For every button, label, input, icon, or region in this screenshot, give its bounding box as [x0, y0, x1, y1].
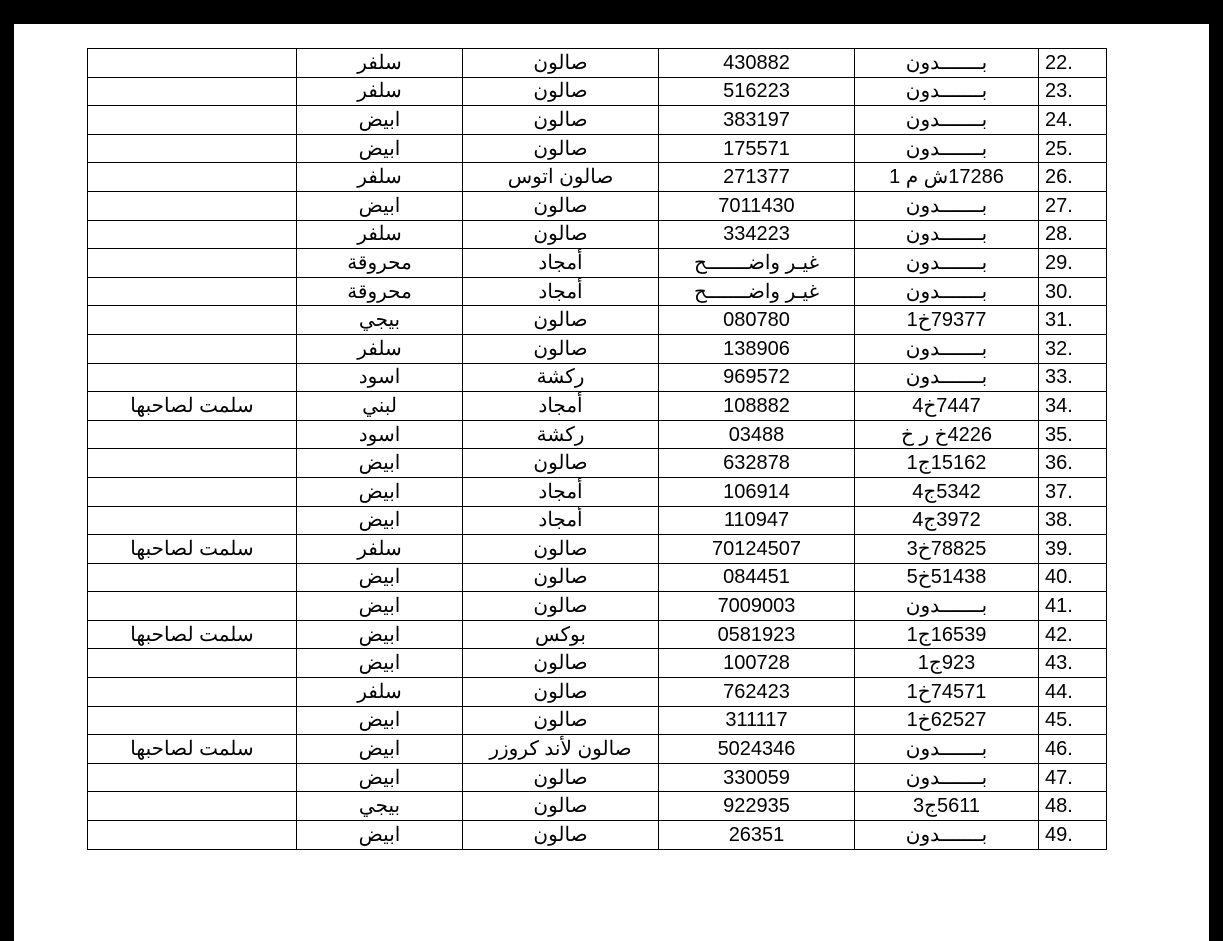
plate-number-cell: بـــــــدون — [855, 249, 1039, 278]
vehicle-type-cell: صالون — [463, 449, 659, 478]
table-row — [88, 477, 1107, 506]
row-number: 37. — [1039, 477, 1107, 506]
vehicle-records-table — [87, 48, 1107, 850]
chassis-number-cell: 100728 — [659, 649, 855, 678]
vehicle-color-cell: محروقة — [297, 277, 463, 306]
vehicle-type-cell: صالون — [463, 792, 659, 821]
vehicle-type-cell: صالون — [463, 706, 659, 735]
remarks-cell — [88, 249, 297, 278]
remarks-cell — [88, 592, 297, 621]
vehicle-color-cell: ابيض — [297, 763, 463, 792]
row-number: 40. — [1039, 563, 1107, 592]
table-row — [88, 49, 1107, 78]
table-row — [88, 506, 1107, 535]
remarks-cell — [88, 477, 297, 506]
chassis-number-cell: 7011430 — [659, 191, 855, 220]
plate-number-cell: بـــــــدون — [855, 191, 1039, 220]
plate-number-cell: 4226خ ر خ — [855, 420, 1039, 449]
table-body — [88, 49, 1107, 850]
plate-number-cell: بـــــــدون — [855, 334, 1039, 363]
plate-number-cell: 78825خ3 — [855, 535, 1039, 564]
vehicle-type-cell: صالون لأند كروزر — [463, 735, 659, 764]
vehicle-type-cell: صالون — [463, 592, 659, 621]
chassis-number-cell: 5024346 — [659, 735, 855, 764]
vehicle-type-cell: أمجاد — [463, 277, 659, 306]
row-number: 30. — [1039, 277, 1107, 306]
table-row — [88, 163, 1107, 192]
row-number: 33. — [1039, 363, 1107, 392]
plate-number-cell: 15162ج1 — [855, 449, 1039, 478]
vehicle-type-cell: صالون — [463, 334, 659, 363]
chassis-number-cell: 0581923 — [659, 620, 855, 649]
chassis-number-cell: 106914 — [659, 477, 855, 506]
vehicle-color-cell: ابيض — [297, 620, 463, 649]
remarks-cell — [88, 163, 297, 192]
plate-number-cell: بـــــــدون — [855, 821, 1039, 850]
vehicle-color-cell: لبني — [297, 392, 463, 421]
plate-number-cell: 5342ج4 — [855, 477, 1039, 506]
row-number: 32. — [1039, 334, 1107, 363]
table-row — [88, 306, 1107, 335]
vehicle-type-cell: أمجاد — [463, 249, 659, 278]
table-row — [88, 563, 1107, 592]
vehicle-type-cell: صالون — [463, 106, 659, 135]
chassis-number-cell: غيـر واضـــــــح — [659, 277, 855, 306]
chassis-number-cell: 03488 — [659, 420, 855, 449]
vehicle-color-cell: محروقة — [297, 249, 463, 278]
remarks-cell — [88, 678, 297, 707]
chassis-number-cell: 138906 — [659, 334, 855, 363]
row-number: 26. — [1039, 163, 1107, 192]
vehicle-color-cell: ابيض — [297, 706, 463, 735]
vehicle-color-cell: اسود — [297, 420, 463, 449]
table-row — [88, 620, 1107, 649]
chassis-number-cell: 430882 — [659, 49, 855, 78]
row-number: 48. — [1039, 792, 1107, 821]
remarks-cell — [88, 763, 297, 792]
row-number: 47. — [1039, 763, 1107, 792]
plate-number-cell: بـــــــدون — [855, 735, 1039, 764]
vehicle-type-cell: صالون — [463, 678, 659, 707]
remarks-cell: سلمت لصاحبها — [88, 620, 297, 649]
vehicle-type-cell: صالون — [463, 306, 659, 335]
vehicle-type-cell: صالون اتوس — [463, 163, 659, 192]
vehicle-color-cell: ابيض — [297, 449, 463, 478]
remarks-cell — [88, 506, 297, 535]
plate-number-cell: 16539ج1 — [855, 620, 1039, 649]
table-row — [88, 592, 1107, 621]
plate-number-cell: بـــــــدون — [855, 134, 1039, 163]
row-number: 28. — [1039, 220, 1107, 249]
remarks-cell — [88, 363, 297, 392]
vehicle-type-cell: صالون — [463, 563, 659, 592]
vehicle-type-cell: صالون — [463, 191, 659, 220]
chassis-number-cell: غيـر واضـــــــح — [659, 249, 855, 278]
vehicle-color-cell: ابيض — [297, 477, 463, 506]
vehicle-color-cell: سلفر — [297, 678, 463, 707]
vehicle-type-cell: صالون — [463, 49, 659, 78]
vehicle-color-cell: سلفر — [297, 77, 463, 106]
remarks-cell — [88, 49, 297, 78]
plate-number-cell: بـــــــدون — [855, 592, 1039, 621]
table-row — [88, 106, 1107, 135]
remarks-cell: سلمت لصاحبها — [88, 735, 297, 764]
plate-number-cell: بـــــــدون — [855, 277, 1039, 306]
plate-number-cell: بـــــــدون — [855, 77, 1039, 106]
vehicle-color-cell: ابيض — [297, 592, 463, 621]
vehicle-color-cell: ابيض — [297, 649, 463, 678]
remarks-cell — [88, 277, 297, 306]
table-row — [88, 134, 1107, 163]
row-number: 36. — [1039, 449, 1107, 478]
table-row — [88, 449, 1107, 478]
table-row — [88, 763, 1107, 792]
row-number: 46. — [1039, 735, 1107, 764]
vehicle-type-cell: صالون — [463, 763, 659, 792]
chassis-number-cell: 632878 — [659, 449, 855, 478]
chassis-number-cell: 7009003 — [659, 592, 855, 621]
vehicle-color-cell: ابيض — [297, 134, 463, 163]
chassis-number-cell: 762423 — [659, 678, 855, 707]
vehicle-type-cell: ركشة — [463, 420, 659, 449]
remarks-cell — [88, 449, 297, 478]
row-number: 42. — [1039, 620, 1107, 649]
vehicle-color-cell: بيجي — [297, 306, 463, 335]
row-number: 24. — [1039, 106, 1107, 135]
remarks-cell — [88, 106, 297, 135]
table-row — [88, 77, 1107, 106]
chassis-number-cell: 175571 — [659, 134, 855, 163]
vehicle-type-cell: صالون — [463, 821, 659, 850]
remarks-cell — [88, 649, 297, 678]
chassis-number-cell: 334223 — [659, 220, 855, 249]
chassis-number-cell: 26351 — [659, 821, 855, 850]
table-row — [88, 535, 1107, 564]
table-row — [88, 220, 1107, 249]
plate-number-cell: بـــــــدون — [855, 106, 1039, 135]
plate-number-cell: 3972ج4 — [855, 506, 1039, 535]
table-row — [88, 706, 1107, 735]
chassis-number-cell: 084451 — [659, 563, 855, 592]
table-row — [88, 678, 1107, 707]
plate-number-cell: 51438خ5 — [855, 563, 1039, 592]
vehicle-color-cell: ابيض — [297, 106, 463, 135]
table-row — [88, 735, 1107, 764]
chassis-number-cell: 080780 — [659, 306, 855, 335]
row-number: 23. — [1039, 77, 1107, 106]
vehicle-type-cell: صالون — [463, 535, 659, 564]
vehicle-color-cell: سلفر — [297, 49, 463, 78]
table-row — [88, 277, 1107, 306]
remarks-cell — [88, 792, 297, 821]
vehicle-type-cell: أمجاد — [463, 506, 659, 535]
vehicle-color-cell: سلفر — [297, 535, 463, 564]
plate-number-cell: بـــــــدون — [855, 763, 1039, 792]
remarks-cell — [88, 334, 297, 363]
vehicle-color-cell: ابيض — [297, 735, 463, 764]
chassis-number-cell: 330059 — [659, 763, 855, 792]
table-row — [88, 792, 1107, 821]
vehicle-color-cell: سلفر — [297, 220, 463, 249]
row-number: 43. — [1039, 649, 1107, 678]
vehicle-color-cell: ابيض — [297, 821, 463, 850]
remarks-cell — [88, 563, 297, 592]
vehicle-type-cell: صالون — [463, 220, 659, 249]
chassis-number-cell: 922935 — [659, 792, 855, 821]
chassis-number-cell: 383197 — [659, 106, 855, 135]
vehicle-type-cell: بوكس — [463, 620, 659, 649]
plate-number-cell: بـــــــدون — [855, 363, 1039, 392]
row-number: 41. — [1039, 592, 1107, 621]
chassis-number-cell: 271377 — [659, 163, 855, 192]
vehicle-type-cell: صالون — [463, 649, 659, 678]
row-number: 31. — [1039, 306, 1107, 335]
vehicle-type-cell: ركشة — [463, 363, 659, 392]
plate-number-cell: 7447خ4 — [855, 392, 1039, 421]
plate-number-cell: 62527خ1 — [855, 706, 1039, 735]
table-row — [88, 420, 1107, 449]
row-number: 27. — [1039, 191, 1107, 220]
vehicle-color-cell: سلفر — [297, 334, 463, 363]
row-number: 29. — [1039, 249, 1107, 278]
table-row — [88, 249, 1107, 278]
row-number: 35. — [1039, 420, 1107, 449]
vehicle-type-cell: أمجاد — [463, 477, 659, 506]
table-row — [88, 649, 1107, 678]
remarks-cell: سلمت لصاحبها — [88, 535, 297, 564]
row-number: 25. — [1039, 134, 1107, 163]
chassis-number-cell: 70124507 — [659, 535, 855, 564]
chassis-number-cell: 311117 — [659, 706, 855, 735]
table-row — [88, 821, 1107, 850]
plate-number-cell: بـــــــدون — [855, 49, 1039, 78]
remarks-cell — [88, 306, 297, 335]
row-number: 44. — [1039, 678, 1107, 707]
vehicle-color-cell: ابيض — [297, 506, 463, 535]
remarks-cell: سلمت لصاحبها — [88, 392, 297, 421]
remarks-cell — [88, 706, 297, 735]
row-number: 22. — [1039, 49, 1107, 78]
row-number: 45. — [1039, 706, 1107, 735]
vehicle-color-cell: ابيض — [297, 563, 463, 592]
table-row — [88, 191, 1107, 220]
vehicle-color-cell: بيجي — [297, 792, 463, 821]
table-row — [88, 363, 1107, 392]
vehicle-type-cell: أمجاد — [463, 392, 659, 421]
top-black-bar — [0, 0, 1223, 24]
table-row — [88, 392, 1107, 421]
plate-number-cell: بـــــــدون — [855, 220, 1039, 249]
row-number: 49. — [1039, 821, 1107, 850]
plate-number-cell: 923ج1 — [855, 649, 1039, 678]
plate-number-cell: 74571خ1 — [855, 678, 1039, 707]
row-number: 34. — [1039, 392, 1107, 421]
remarks-cell — [88, 821, 297, 850]
row-number: 39. — [1039, 535, 1107, 564]
chassis-number-cell: 108882 — [659, 392, 855, 421]
chassis-number-cell: 110947 — [659, 506, 855, 535]
remarks-cell — [88, 220, 297, 249]
plate-number-cell: 17286ش م 1 — [855, 163, 1039, 192]
vehicle-type-cell: صالون — [463, 134, 659, 163]
remarks-cell — [88, 77, 297, 106]
plate-number-cell: 79377خ1 — [855, 306, 1039, 335]
chassis-number-cell: 516223 — [659, 77, 855, 106]
remarks-cell — [88, 191, 297, 220]
vehicle-color-cell: سلفر — [297, 163, 463, 192]
vehicle-color-cell: ابيض — [297, 191, 463, 220]
vehicle-type-cell: صالون — [463, 77, 659, 106]
row-number: 38. — [1039, 506, 1107, 535]
table-row — [88, 334, 1107, 363]
vehicle-color-cell: اسود — [297, 363, 463, 392]
remarks-cell — [88, 420, 297, 449]
plate-number-cell: 5611ج3 — [855, 792, 1039, 821]
chassis-number-cell: 969572 — [659, 363, 855, 392]
remarks-cell — [88, 134, 297, 163]
